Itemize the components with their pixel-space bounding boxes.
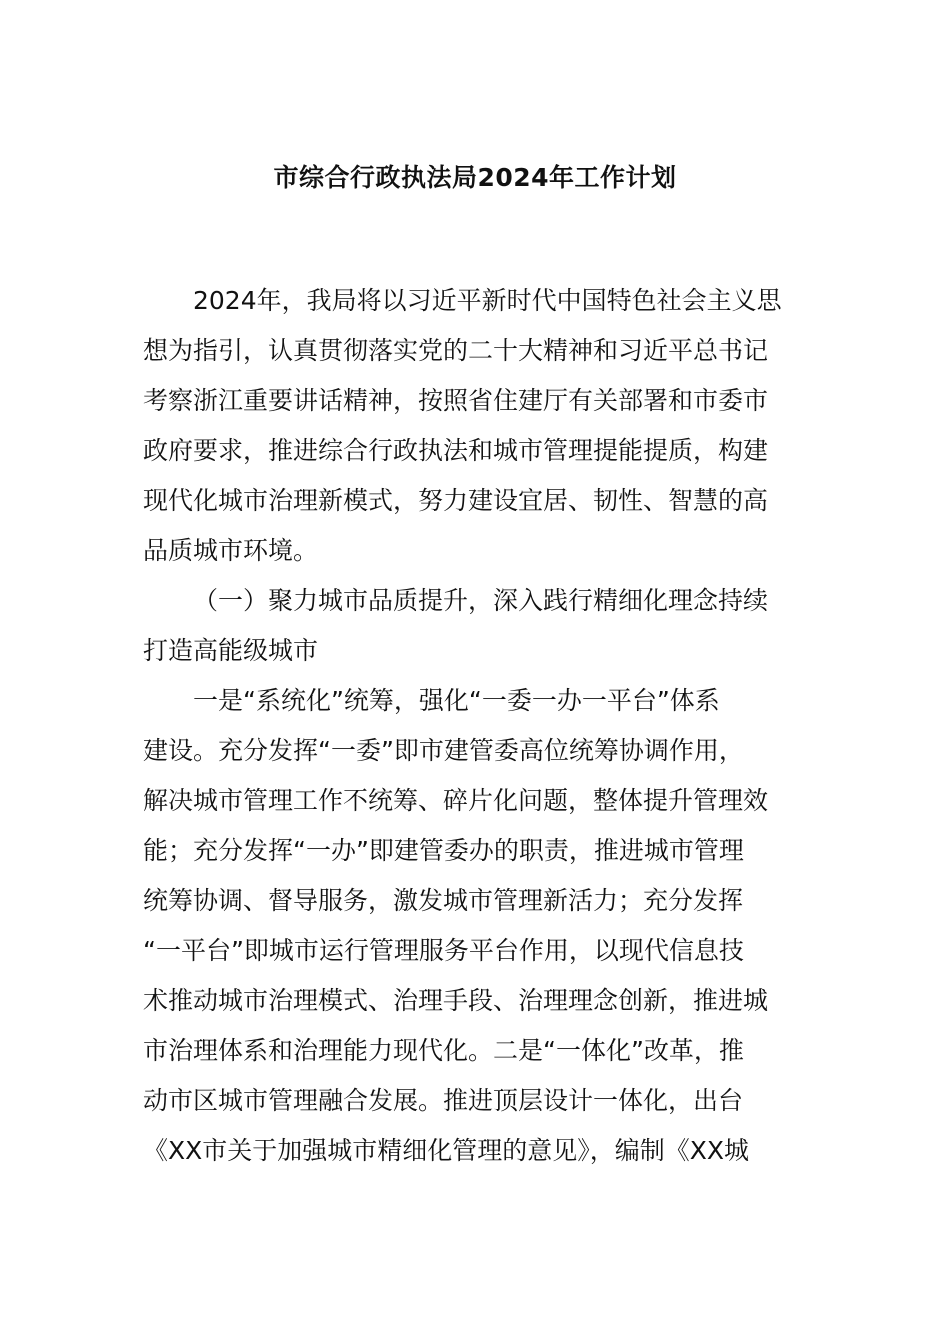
paragraph-line: 想为指引，认真贯彻落实党的二十大精神和习近平总书记 — [143, 336, 769, 365]
paragraph-line: 现代化城市治理新模式，努力建设宜居、韧性、智慧的高 — [143, 486, 769, 515]
paragraph-line: 一是“系统化”统筹，强化“一委一办一平台”体系 — [193, 686, 720, 715]
section-heading-line: （一）聚力城市品质提升，深入践行精细化理念持续 — [193, 586, 769, 615]
paragraph-line: 考察浙江重要讲话精神，按照省住建厅有关部署和市委市 — [143, 386, 769, 415]
section-heading-line: 打造高能级城市 — [143, 636, 319, 665]
paragraph-line: 建设。充分发挥“一委”即市建管委高位统筹协调作用， — [143, 736, 744, 765]
paragraph-line: 品质城市环境。 — [143, 536, 319, 565]
document-body — [143, 276, 807, 1176]
paragraph-line: 统筹协调、督导服务，激发城市管理新活力；充分发挥 — [143, 886, 744, 915]
paragraph-line: 《XX市关于加强城市精细化管理的意见》，编制《XX城 — [143, 1136, 750, 1165]
paragraph-line: 市治理体系和治理能力现代化。二是“一体化”改革，推 — [143, 1036, 744, 1065]
paragraph-line: 解决城市管理工作不统筹、碎片化问题，整体提升管理效 — [143, 786, 769, 815]
paragraph-line: 2024年，我局将以习近平新时代中国特色社会主义思 — [193, 286, 782, 315]
paragraph-line: 能；充分发挥“一办”即建管委办的职责，推进城市管理 — [143, 836, 744, 865]
paragraph-line: 动市区城市管理融合发展。推进顶层设计一体化，出台 — [143, 1086, 744, 1115]
paragraph-line: 政府要求，推进综合行政执法和城市管理提能提质，构建 — [143, 436, 769, 465]
paragraph-line: 术推动城市治理模式、治理手段、治理理念创新，推进城 — [143, 986, 769, 1015]
paragraph-line: “一平台”即城市运行管理服务平台作用，以现代信息技 — [143, 936, 744, 965]
document-title: 市综合行政执法局2024年工作计划 — [273, 163, 677, 192]
